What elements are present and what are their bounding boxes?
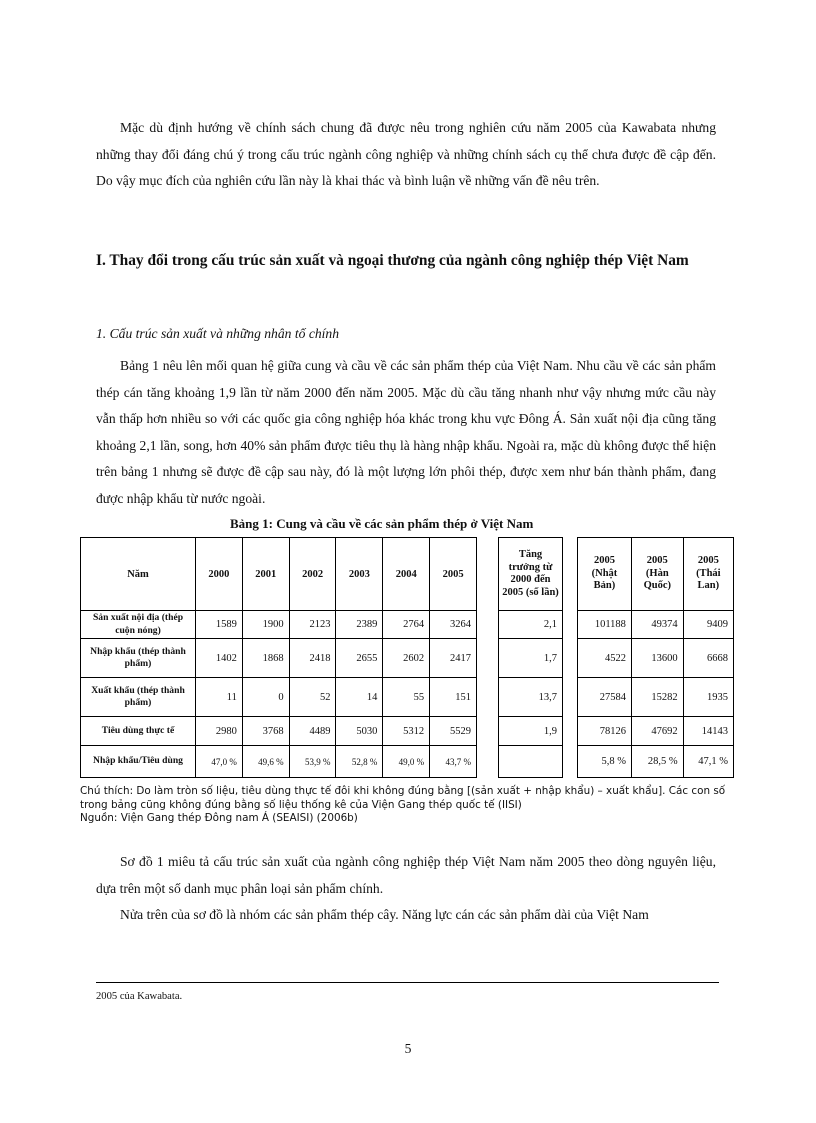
year-label-header: Năm	[81, 538, 196, 611]
diagram-paragraph: Sơ đồ 1 miêu tả cấu trúc sản xuất của ngành công nghiệp thép Việt Nam năm 2005 theo dòng nguyên liệu, dựa trên một số danh mục phân loại sản phẩm chính.	[96, 854, 716, 896]
table-cell: 2418	[289, 639, 336, 678]
table-cell: 1868	[242, 639, 289, 678]
table-cell: 2417	[430, 639, 477, 678]
table-cell: 5529	[430, 717, 477, 746]
table-row	[81, 678, 477, 717]
table-cell: 2389	[336, 611, 383, 639]
table-cell: 1900	[242, 611, 289, 639]
country-header: 2005 (Nhật Bản)	[578, 538, 632, 611]
table-note	[80, 785, 736, 826]
subsection-heading: 1. Cấu trúc sản xuất và những nhân tố chính	[96, 326, 340, 341]
table-cell: 47,0 %	[196, 746, 243, 778]
table-cell: 78126	[578, 717, 632, 746]
year-header: 2004	[383, 538, 430, 611]
table-cell: 101188	[578, 611, 632, 639]
table-cell: 6668	[683, 639, 733, 678]
table-cell: 4522	[578, 639, 632, 678]
table-cell: 2980	[196, 717, 243, 746]
row-label: Sản xuất nội địa (thép cuộn nóng)	[81, 611, 196, 639]
table-cell: 53,9 %	[289, 746, 336, 778]
continuation-paragraph: Nửa trên của sơ đồ là nhóm các sản phẩm thép cây. Năng lực cán các sản phẩm dài của Việt Nam	[120, 907, 649, 922]
year-header: 2001	[242, 538, 289, 611]
table-cell: 27584	[578, 678, 632, 717]
table-cell: 5,8 %	[578, 746, 632, 778]
growth-cell	[499, 746, 563, 778]
growth-cell: 1,9	[499, 717, 563, 746]
table-cell: 14143	[683, 717, 733, 746]
year-header: 2000	[196, 538, 243, 611]
section-heading: I. Thay đổi trong cấu trúc sản xuất và ngoại thương của ngành công nghiệp thép Việt Nam	[96, 252, 689, 269]
table-cell: 49,6 %	[242, 746, 289, 778]
table-cell: 151	[430, 678, 477, 717]
table-row	[81, 746, 477, 778]
table-cell: 3264	[430, 611, 477, 639]
row-label: Nhập khẩu/Tiêu dùng	[81, 746, 196, 778]
table-cell: 43,7 %	[430, 746, 477, 778]
year-header: 2002	[289, 538, 336, 611]
year-header: 2003	[336, 538, 383, 611]
table-cell: 49374	[631, 611, 683, 639]
table-cell: 2602	[383, 639, 430, 678]
year-header: 2005	[430, 538, 477, 611]
table-cell: 47,1 %	[683, 746, 733, 778]
table-cell: 52,8 %	[336, 746, 383, 778]
growth-cell: 13,7	[499, 678, 563, 717]
table-cell: 11	[196, 678, 243, 717]
table-cell: 14	[336, 678, 383, 717]
growth-header: Tăng trưởng từ 2000 đến 2005 (số lần)	[499, 538, 563, 611]
table-cell: 1589	[196, 611, 243, 639]
table-cell: 55	[383, 678, 430, 717]
intro-paragraph: Mặc dù định hướng về chính sách chung đã được nêu trong nghiên cứu năm 2005 của Kawabata nhưng những thay đổi đáng chú ý trong cấu trúc ngành công nghiệp và những chính sách cụ thể chưa được đề cập đến. Do vậy mục đích của nghiên cứu lần này là khai thác và bình luận về những vấn đề nêu trên.	[96, 120, 716, 188]
table-cell: 2764	[383, 611, 430, 639]
international-comparison-table	[577, 537, 734, 778]
table-cell: 28,5 %	[631, 746, 683, 778]
table-intro-paragraph: Bảng 1 nêu lên mối quan hệ giữa cung và cầu về các sản phẩm thép của Việt Nam. Nhu cầu về các sản phẩm thép cán tăng khoảng 1,9 lần từ năm 2000 đến năm 2005. Mặc dù cầu tăng nhanh như vậy nhưng mức cầu này vẫn thấp hơn nhiều so với các quốc gia công nghiệp hóa khác trong khu vực Đông Á. Sản xuất nội địa cũng tăng khoảng 2,1 lần, song, hơn 40% sản phẩm được tiêu thụ là hàng nhập khẩu. Ngoài ra, mặc dù không được thể hiện trên bảng 1 nhưng sẽ được đề cập sau này, đó là một lượng lớn phôi thép, được xem như bán thành phẩm, đang được nhập khẩu từ nước ngoài.	[96, 358, 716, 506]
table-cell: 47692	[631, 717, 683, 746]
table-cell: 13600	[631, 639, 683, 678]
growth-cell: 2,1	[499, 611, 563, 639]
table-cell: 2655	[336, 639, 383, 678]
table-cell: 2123	[289, 611, 336, 639]
growth-cell: 1,7	[499, 639, 563, 678]
row-label: Nhập khẩu (thép thành phẩm)	[81, 639, 196, 678]
row-label: Tiêu dùng thực tế	[81, 717, 196, 746]
country-header: 2005 (Hàn Quốc)	[631, 538, 683, 611]
table-source: Nguồn: Viện Gang thép Đông nam Á (SEAISI) (2006b)	[80, 812, 358, 824]
table-row	[81, 639, 477, 678]
table-row	[81, 611, 477, 639]
footnote: 2005 của Kawabata.	[96, 991, 183, 1002]
table-cell: 5030	[336, 717, 383, 746]
table-title: Bảng 1: Cung và cầu về các sản phẩm thép ở Việt Nam	[230, 516, 534, 531]
table-cell: 49,0 %	[383, 746, 430, 778]
table-cell: 3768	[242, 717, 289, 746]
table-cell: 9409	[683, 611, 733, 639]
table-cell: 4489	[289, 717, 336, 746]
table-header-row	[81, 538, 477, 611]
table-cell: 15282	[631, 678, 683, 717]
table-cell: 1935	[683, 678, 733, 717]
table-cell: 52	[289, 678, 336, 717]
table-cell: 1402	[196, 639, 243, 678]
table-row	[81, 717, 477, 746]
growth-table	[498, 537, 563, 778]
table-cell: 0	[242, 678, 289, 717]
supply-demand-table	[80, 537, 477, 778]
table-caption-note: Chú thích: Do làm tròn số liệu, tiêu dùng thực tế đôi khi không đúng bằng [(sản xuất + nhập khẩu) – xuất khẩu]. Các con số trong bảng cũng không đúng bằng số liệu thống kê của Viện Gang thép quốc tế (IISI)	[80, 785, 726, 811]
table-cell: 5312	[383, 717, 430, 746]
page-number: 5	[404, 1041, 412, 1056]
row-label: Xuất khẩu (thép thành phẩm)	[81, 678, 196, 717]
footnote-divider	[96, 982, 719, 983]
country-header: 2005 (Thái Lan)	[683, 538, 733, 611]
